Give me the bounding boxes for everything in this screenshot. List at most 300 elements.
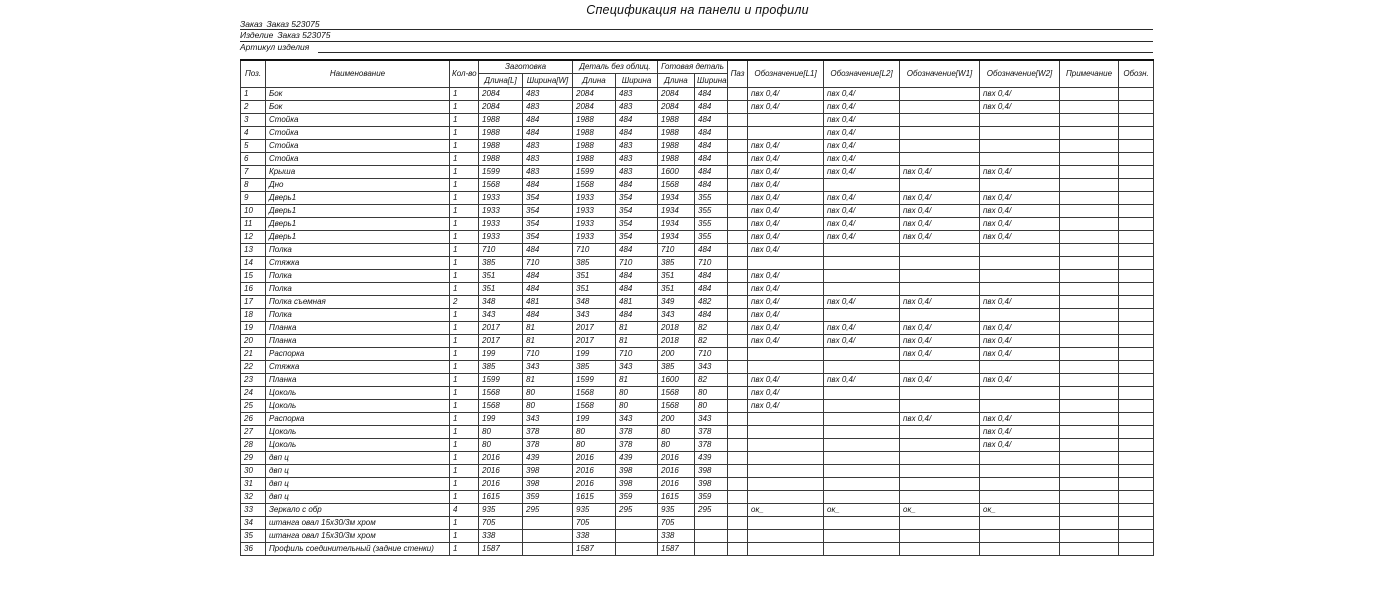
cell-name: Зеркало с обр	[266, 504, 450, 517]
cell-note	[1060, 153, 1119, 166]
cell-blank-width: 354	[523, 231, 573, 244]
cell-ready-length: 2084	[658, 101, 695, 114]
cell-blank-length: 2084	[479, 88, 523, 101]
header-ready-width: Ширина	[695, 74, 728, 88]
cell-note	[1060, 283, 1119, 296]
cell-groove	[728, 101, 748, 114]
cell-blank-length: 1988	[479, 140, 523, 153]
cell-unfaced-length: 1599	[573, 374, 616, 387]
cell-unfaced-width: 343	[616, 413, 658, 426]
cell-pos: 30	[241, 465, 266, 478]
cell-ready-width: 82	[695, 322, 728, 335]
cell-note	[1060, 205, 1119, 218]
table-row	[241, 166, 1154, 179]
cell-blank-length: 385	[479, 257, 523, 270]
cell-designation-w2: пвх 0,4/	[980, 348, 1060, 361]
table-row	[241, 426, 1154, 439]
cell-blank-width: 81	[523, 374, 573, 387]
cell-designation-l1	[748, 465, 824, 478]
cell-qty: 1	[450, 478, 479, 491]
cell-designation-w2	[980, 153, 1060, 166]
table-row	[241, 257, 1154, 270]
cell-groove	[728, 400, 748, 413]
cell-note	[1060, 309, 1119, 322]
cell-groove	[728, 439, 748, 452]
cell-mark	[1119, 88, 1154, 101]
cell-ready-length: 710	[658, 244, 695, 257]
cell-designation-w2	[980, 517, 1060, 530]
cell-name: Стойка	[266, 127, 450, 140]
cell-name: Планка	[266, 322, 450, 335]
cell-groove	[728, 517, 748, 530]
cell-designation-l1	[748, 452, 824, 465]
header-unfaced-length: Длина	[573, 74, 616, 88]
cell-designation-l1	[748, 517, 824, 530]
cell-qty: 1	[450, 309, 479, 322]
cell-name: Стяжка	[266, 361, 450, 374]
cell-designation-w2: пвх 0,4/	[980, 322, 1060, 335]
cell-ready-width: 398	[695, 478, 728, 491]
cell-unfaced-width: 398	[616, 465, 658, 478]
cell-blank-width: 484	[523, 309, 573, 322]
cell-mark	[1119, 153, 1154, 166]
cell-unfaced-length: 80	[573, 439, 616, 452]
cell-note	[1060, 413, 1119, 426]
cell-designation-w1	[900, 400, 980, 413]
cell-blank-length: 343	[479, 309, 523, 322]
article-line-text	[240, 42, 318, 53]
cell-designation-w2	[980, 530, 1060, 543]
cell-qty: 2	[450, 296, 479, 309]
cell-blank-width: 295	[523, 504, 573, 517]
cell-pos: 16	[241, 283, 266, 296]
cell-name: штанга овал 15х30/3м хром	[266, 530, 450, 543]
cell-mark	[1119, 335, 1154, 348]
cell-ready-length: 1568	[658, 400, 695, 413]
cell-note	[1060, 114, 1119, 127]
cell-ready-width: 343	[695, 413, 728, 426]
table-row	[241, 127, 1154, 140]
cell-blank-length: 1933	[479, 231, 523, 244]
cell-unfaced-length: 1988	[573, 140, 616, 153]
cell-note	[1060, 465, 1119, 478]
cell-name: Планка	[266, 335, 450, 348]
cell-mark	[1119, 504, 1154, 517]
cell-unfaced-width: 80	[616, 387, 658, 400]
cell-unfaced-length: 351	[573, 270, 616, 283]
cell-designation-l2: пвх 0,4/	[824, 218, 900, 231]
cell-mark	[1119, 166, 1154, 179]
cell-designation-l1: пвх 0,4/	[748, 374, 824, 387]
cell-designation-l2: пвх 0,4/	[824, 374, 900, 387]
cell-blank-length: 1568	[479, 400, 523, 413]
cell-designation-l1: пвх 0,4/	[748, 140, 824, 153]
cell-unfaced-width: 81	[616, 374, 658, 387]
cell-blank-width: 483	[523, 166, 573, 179]
cell-blank-length: 705	[479, 517, 523, 530]
cell-designation-l1: пвх 0,4/	[748, 244, 824, 257]
cell-designation-l1: пвх 0,4/	[748, 179, 824, 192]
cell-designation-l1: пвх 0,4/	[748, 88, 824, 101]
cell-designation-w1: пвх 0,4/	[900, 166, 980, 179]
cell-designation-l1	[748, 426, 824, 439]
cell-groove	[728, 309, 748, 322]
cell-blank-width: 81	[523, 335, 573, 348]
cell-qty: 1	[450, 387, 479, 400]
cell-designation-l2	[824, 257, 900, 270]
document-title: Спецификация на панели и профили	[586, 3, 809, 17]
cell-unfaced-width: 354	[616, 205, 658, 218]
cell-ready-width: 343	[695, 361, 728, 374]
cell-blank-width: 484	[523, 127, 573, 140]
cell-name: Цоколь	[266, 387, 450, 400]
cell-designation-w1: пвх 0,4/	[900, 348, 980, 361]
cell-ready-width: 484	[695, 101, 728, 114]
cell-blank-length: 199	[479, 348, 523, 361]
cell-ready-width: 378	[695, 439, 728, 452]
cell-blank-length: 1933	[479, 192, 523, 205]
cell-unfaced-length: 343	[573, 309, 616, 322]
cell-note	[1060, 361, 1119, 374]
cell-blank-width: 398	[523, 478, 573, 491]
cell-ready-width: 484	[695, 140, 728, 153]
cell-groove	[728, 140, 748, 153]
header-designation-w2: Обозначение[W2]	[980, 60, 1060, 88]
cell-mark	[1119, 374, 1154, 387]
cell-note	[1060, 166, 1119, 179]
cell-pos: 22	[241, 361, 266, 374]
cell-unfaced-width: 481	[616, 296, 658, 309]
cell-qty: 1	[450, 517, 479, 530]
cell-unfaced-width: 295	[616, 504, 658, 517]
cell-designation-l1: пвх 0,4/	[748, 166, 824, 179]
cell-designation-l2: пвх 0,4/	[824, 335, 900, 348]
cell-mark	[1119, 543, 1154, 556]
cell-unfaced-length: 2016	[573, 478, 616, 491]
cell-designation-w2: пвх 0,4/	[980, 218, 1060, 231]
cell-designation-w2	[980, 452, 1060, 465]
cell-pos: 27	[241, 426, 266, 439]
cell-blank-width	[523, 530, 573, 543]
cell-blank-length: 1988	[479, 127, 523, 140]
cell-blank-width: 484	[523, 179, 573, 192]
cell-qty: 1	[450, 179, 479, 192]
cell-note	[1060, 179, 1119, 192]
cell-mark	[1119, 101, 1154, 114]
cell-ready-width: 295	[695, 504, 728, 517]
cell-ready-length: 1934	[658, 218, 695, 231]
table-row	[241, 231, 1154, 244]
cell-name: Крыша	[266, 166, 450, 179]
cell-designation-w1: пвх 0,4/	[900, 231, 980, 244]
cell-blank-length: 1568	[479, 387, 523, 400]
cell-designation-w1	[900, 530, 980, 543]
cell-ready-width: 482	[695, 296, 728, 309]
cell-designation-w2: ок_	[980, 504, 1060, 517]
cell-designation-l2: пвх 0,4/	[824, 231, 900, 244]
cell-designation-w1	[900, 283, 980, 296]
cell-note	[1060, 244, 1119, 257]
cell-ready-length: 351	[658, 270, 695, 283]
cell-ready-width: 484	[695, 179, 728, 192]
cell-ready-width: 710	[695, 348, 728, 361]
header-unfaced-group: Деталь без облиц.	[573, 60, 658, 74]
cell-mark	[1119, 270, 1154, 283]
cell-designation-w1: пвх 0,4/	[900, 413, 980, 426]
header-name: Наименование	[266, 60, 450, 88]
cell-ready-width: 484	[695, 127, 728, 140]
product-label: Изделие	[240, 30, 274, 41]
cell-designation-w1	[900, 543, 980, 556]
cell-unfaced-width: 483	[616, 101, 658, 114]
cell-mark	[1119, 140, 1154, 153]
cell-mark	[1119, 309, 1154, 322]
table-row	[241, 114, 1154, 127]
cell-groove	[728, 530, 748, 543]
cell-blank-width: 710	[523, 257, 573, 270]
cell-blank-width: 484	[523, 283, 573, 296]
cell-designation-l1: пвх 0,4/	[748, 309, 824, 322]
cell-designation-w2: пвх 0,4/	[980, 439, 1060, 452]
header-pos: Поз.	[241, 60, 266, 88]
cell-qty: 1	[450, 530, 479, 543]
cell-mark	[1119, 192, 1154, 205]
cell-unfaced-length: 80	[573, 426, 616, 439]
cell-ready-length: 351	[658, 283, 695, 296]
product-value: Заказ 523075	[277, 30, 331, 41]
cell-designation-w2	[980, 491, 1060, 504]
cell-designation-l2	[824, 244, 900, 257]
cell-unfaced-length: 2017	[573, 335, 616, 348]
cell-unfaced-length: 1988	[573, 114, 616, 127]
cell-designation-w2: пвх 0,4/	[980, 296, 1060, 309]
order-line	[240, 19, 1153, 30]
cell-blank-length: 2016	[479, 452, 523, 465]
cell-blank-length: 80	[479, 426, 523, 439]
cell-unfaced-length: 385	[573, 257, 616, 270]
cell-blank-width: 481	[523, 296, 573, 309]
cell-unfaced-length: 1933	[573, 231, 616, 244]
cell-designation-l1: пвх 0,4/	[748, 322, 824, 335]
cell-designation-l2	[824, 179, 900, 192]
cell-ready-width: 80	[695, 387, 728, 400]
cell-designation-w2	[980, 387, 1060, 400]
cell-designation-w1: пвх 0,4/	[900, 205, 980, 218]
cell-designation-l2: пвх 0,4/	[824, 322, 900, 335]
cell-blank-width: 354	[523, 205, 573, 218]
cell-groove	[728, 283, 748, 296]
cell-blank-length: 1988	[479, 114, 523, 127]
cell-blank-length: 199	[479, 413, 523, 426]
cell-unfaced-length: 705	[573, 517, 616, 530]
cell-note	[1060, 322, 1119, 335]
cell-qty: 1	[450, 491, 479, 504]
cell-designation-w2: пвх 0,4/	[980, 374, 1060, 387]
cell-ready-length: 80	[658, 426, 695, 439]
cell-designation-l1: пвх 0,4/	[748, 335, 824, 348]
cell-blank-width: 484	[523, 244, 573, 257]
cell-unfaced-width: 378	[616, 439, 658, 452]
cell-designation-w1	[900, 452, 980, 465]
table-row	[241, 478, 1154, 491]
cell-ready-length: 1988	[658, 153, 695, 166]
table-row	[241, 283, 1154, 296]
cell-note	[1060, 543, 1119, 556]
cell-name: Бок	[266, 88, 450, 101]
cell-designation-w2	[980, 543, 1060, 556]
cell-unfaced-width: 710	[616, 257, 658, 270]
cell-designation-w2	[980, 257, 1060, 270]
cell-groove	[728, 387, 748, 400]
cell-ready-width: 355	[695, 231, 728, 244]
cell-designation-w1: пвх 0,4/	[900, 192, 980, 205]
cell-note	[1060, 88, 1119, 101]
cell-groove	[728, 413, 748, 426]
cell-name: Цоколь	[266, 400, 450, 413]
cell-designation-w2: пвх 0,4/	[980, 205, 1060, 218]
cell-blank-width: 378	[523, 439, 573, 452]
cell-blank-length: 2017	[479, 335, 523, 348]
cell-blank-length: 2084	[479, 101, 523, 114]
cell-designation-l2	[824, 439, 900, 452]
table-row	[241, 101, 1154, 114]
cell-qty: 1	[450, 270, 479, 283]
table-row	[241, 504, 1154, 517]
cell-designation-w2: пвх 0,4/	[980, 166, 1060, 179]
cell-mark	[1119, 244, 1154, 257]
cell-unfaced-length: 2016	[573, 452, 616, 465]
cell-groove	[728, 504, 748, 517]
cell-unfaced-width: 484	[616, 179, 658, 192]
cell-qty: 1	[450, 322, 479, 335]
cell-designation-l2: пвх 0,4/	[824, 296, 900, 309]
cell-ready-length: 2016	[658, 452, 695, 465]
table-row	[241, 140, 1154, 153]
cell-mark	[1119, 205, 1154, 218]
cell-ready-length: 2018	[658, 322, 695, 335]
cell-unfaced-length: 1587	[573, 543, 616, 556]
cell-note	[1060, 127, 1119, 140]
cell-designation-l2	[824, 283, 900, 296]
cell-ready-width	[695, 543, 728, 556]
cell-designation-l2	[824, 478, 900, 491]
cell-pos: 2	[241, 101, 266, 114]
cell-unfaced-length: 199	[573, 413, 616, 426]
cell-blank-length: 2017	[479, 322, 523, 335]
cell-blank-length: 1933	[479, 218, 523, 231]
cell-designation-l2	[824, 309, 900, 322]
cell-blank-width: 483	[523, 153, 573, 166]
cell-groove	[728, 127, 748, 140]
table-row	[241, 465, 1154, 478]
cell-pos: 12	[241, 231, 266, 244]
cell-unfaced-width: 710	[616, 348, 658, 361]
cell-designation-w1: пвх 0,4/	[900, 374, 980, 387]
cell-qty: 1	[450, 218, 479, 231]
cell-note	[1060, 439, 1119, 452]
cell-note	[1060, 140, 1119, 153]
cell-note	[1060, 296, 1119, 309]
cell-unfaced-width: 484	[616, 244, 658, 257]
header-mark: Обозн.	[1119, 60, 1154, 88]
cell-pos: 36	[241, 543, 266, 556]
table-row	[241, 88, 1154, 101]
cell-designation-w1: пвх 0,4/	[900, 335, 980, 348]
cell-ready-length: 2016	[658, 465, 695, 478]
cell-blank-width: 80	[523, 400, 573, 413]
cell-mark	[1119, 179, 1154, 192]
cell-designation-l1	[748, 257, 824, 270]
cell-unfaced-width: 483	[616, 153, 658, 166]
cell-blank-width	[523, 517, 573, 530]
cell-blank-length: 351	[479, 283, 523, 296]
table-row	[241, 348, 1154, 361]
cell-qty: 1	[450, 127, 479, 140]
table-body	[241, 88, 1154, 556]
cell-mark	[1119, 127, 1154, 140]
cell-ready-length: 1587	[658, 543, 695, 556]
cell-unfaced-length: 199	[573, 348, 616, 361]
cell-blank-width: 378	[523, 426, 573, 439]
cell-unfaced-width: 378	[616, 426, 658, 439]
cell-groove	[728, 322, 748, 335]
header-blank-group: Заготовка	[479, 60, 573, 74]
cell-pos: 32	[241, 491, 266, 504]
cell-designation-w2	[980, 361, 1060, 374]
cell-designation-w1	[900, 257, 980, 270]
cell-qty: 1	[450, 231, 479, 244]
cell-ready-width: 439	[695, 452, 728, 465]
cell-designation-w2	[980, 179, 1060, 192]
cell-name: Полка	[266, 270, 450, 283]
cell-ready-width: 484	[695, 114, 728, 127]
table-row	[241, 322, 1154, 335]
cell-designation-w2	[980, 309, 1060, 322]
cell-designation-l1: пвх 0,4/	[748, 153, 824, 166]
cell-blank-length: 1568	[479, 179, 523, 192]
cell-designation-w1	[900, 491, 980, 504]
header-designation-w1: Обозначение[W1]	[900, 60, 980, 88]
cell-unfaced-width	[616, 517, 658, 530]
cell-name: Полка	[266, 283, 450, 296]
cell-designation-l1	[748, 127, 824, 140]
cell-designation-l2	[824, 491, 900, 504]
table-row	[241, 270, 1154, 283]
cell-name: Дверь1	[266, 192, 450, 205]
cell-pos: 5	[241, 140, 266, 153]
cell-unfaced-length: 1933	[573, 192, 616, 205]
cell-blank-length: 348	[479, 296, 523, 309]
cell-ready-length: 385	[658, 361, 695, 374]
cell-blank-width: 343	[523, 361, 573, 374]
order-label: Заказ	[240, 19, 263, 29]
cell-ready-width	[695, 517, 728, 530]
cell-unfaced-width: 81	[616, 335, 658, 348]
cell-pos: 29	[241, 452, 266, 465]
cell-unfaced-width: 483	[616, 88, 658, 101]
cell-blank-width: 483	[523, 88, 573, 101]
cell-designation-l1: пвх 0,4/	[748, 218, 824, 231]
specification-table	[240, 59, 1154, 557]
cell-pos: 8	[241, 179, 266, 192]
cell-note	[1060, 400, 1119, 413]
cell-unfaced-length: 1568	[573, 400, 616, 413]
cell-designation-l2: пвх 0,4/	[824, 166, 900, 179]
product-line-text	[240, 30, 336, 41]
cell-pos: 15	[241, 270, 266, 283]
cell-designation-w1	[900, 387, 980, 400]
header-unfaced-width: Ширина	[616, 74, 658, 88]
